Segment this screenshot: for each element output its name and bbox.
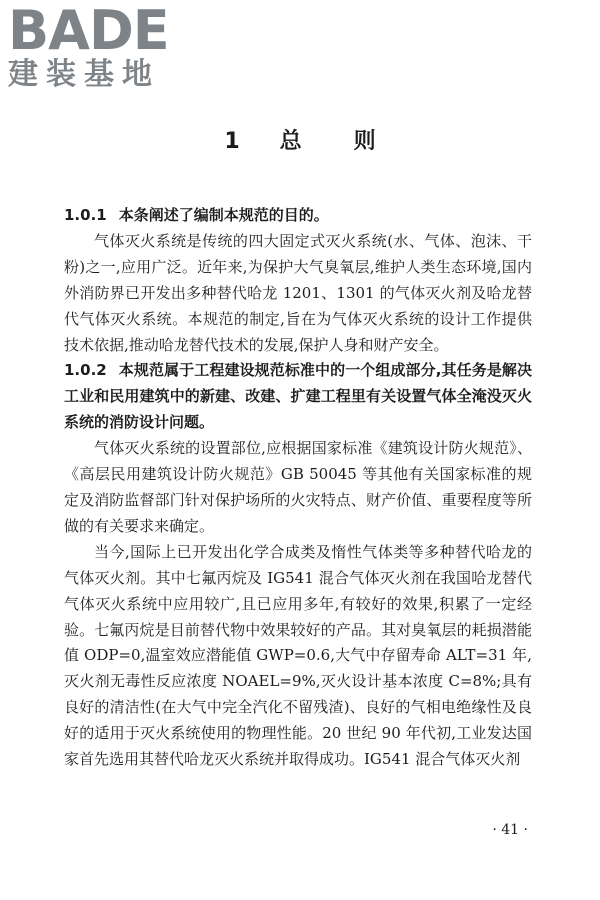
page-number: · 41 · <box>492 822 528 838</box>
paragraph: 当今,国际上已开发出化学合成类及惰性气体类等多种替代哈龙的气体灭火剂。其中七氟丙烷及 IG541 混合气体灭火剂在我国哈龙替代气体灭火系统中应用较广,且已应用多年,有较好的效果,积累了一定经验。七氟丙烷是目前替代物中效果较好的产品。其对臭氧层的耗损潜能值 ODP=0,温室效应潜能值 GWP=0.6,大气中存留寿命 ALT=31 年,灭火剂无毒性反应浓度 NOAEL=9%,灭火设计基本浓度 C=8%;具有良好的清洁性(在大气中完全汽化不留残渣)、良好的气相电绝缘性及良好的适用于灭火系统使用的物理性能。20 世纪 90 年代初,工业发达国家首先选用其替代哈龙灭火系统并取得成功。IG541 混合气体灭火剂 <box>64 542 532 769</box>
clause-1-0-2 <box>64 358 532 436</box>
paragraph: 气体灭火系统的设置部位,应根据国家标准《建筑设计防火规范》、《高层民用建筑设计防火规范》GB 50045 等其他有关国家标准的规定及消防监督部门针对保护场所的火灾特点、财产价值、重要程度等所做的有关要求来确定。 <box>64 439 532 535</box>
clause-number: 1.0.1 <box>64 206 107 224</box>
clause-1-0-1 <box>64 203 532 229</box>
chapter-title-char-2: 则 <box>353 129 376 154</box>
clause-text: 本条阐述了编制本规范的目的。 <box>118 206 329 224</box>
chapter-title-char-1: 总 <box>279 129 302 154</box>
logo-chinese-text: 建装基地 <box>8 57 160 92</box>
chapter-title <box>0 124 600 155</box>
clause-text: 本规范属于工程建设规范标准中的一个组成部分,其任务是解决工业和民用建筑中的新建、改建、扩建工程里有关设置气体全淹没灭火系统的消防设计问题。 <box>64 361 532 432</box>
site-logo <box>8 0 169 92</box>
document-body <box>64 203 532 773</box>
chapter-number: 1 <box>224 129 240 154</box>
logo-latin-text: BADE <box>8 0 169 62</box>
clause-number: 1.0.2 <box>64 361 107 380</box>
paragraph: 气体灭火系统是传统的四大固定式灭火系统(水、气体、泡沫、干粉)之一,应用广泛。近年来,为保护大气臭氧层,维护人类生态环境,国内外消防界已开发出多种替代哈龙 1201、1301 的气体灭火剂及哈龙替代气体灭火系统。本规范的制定,旨在为气体灭火系统的设计工作提供技术依据,推动哈龙替代技术的发展,保护人身和财产安全。 <box>64 231 532 354</box>
